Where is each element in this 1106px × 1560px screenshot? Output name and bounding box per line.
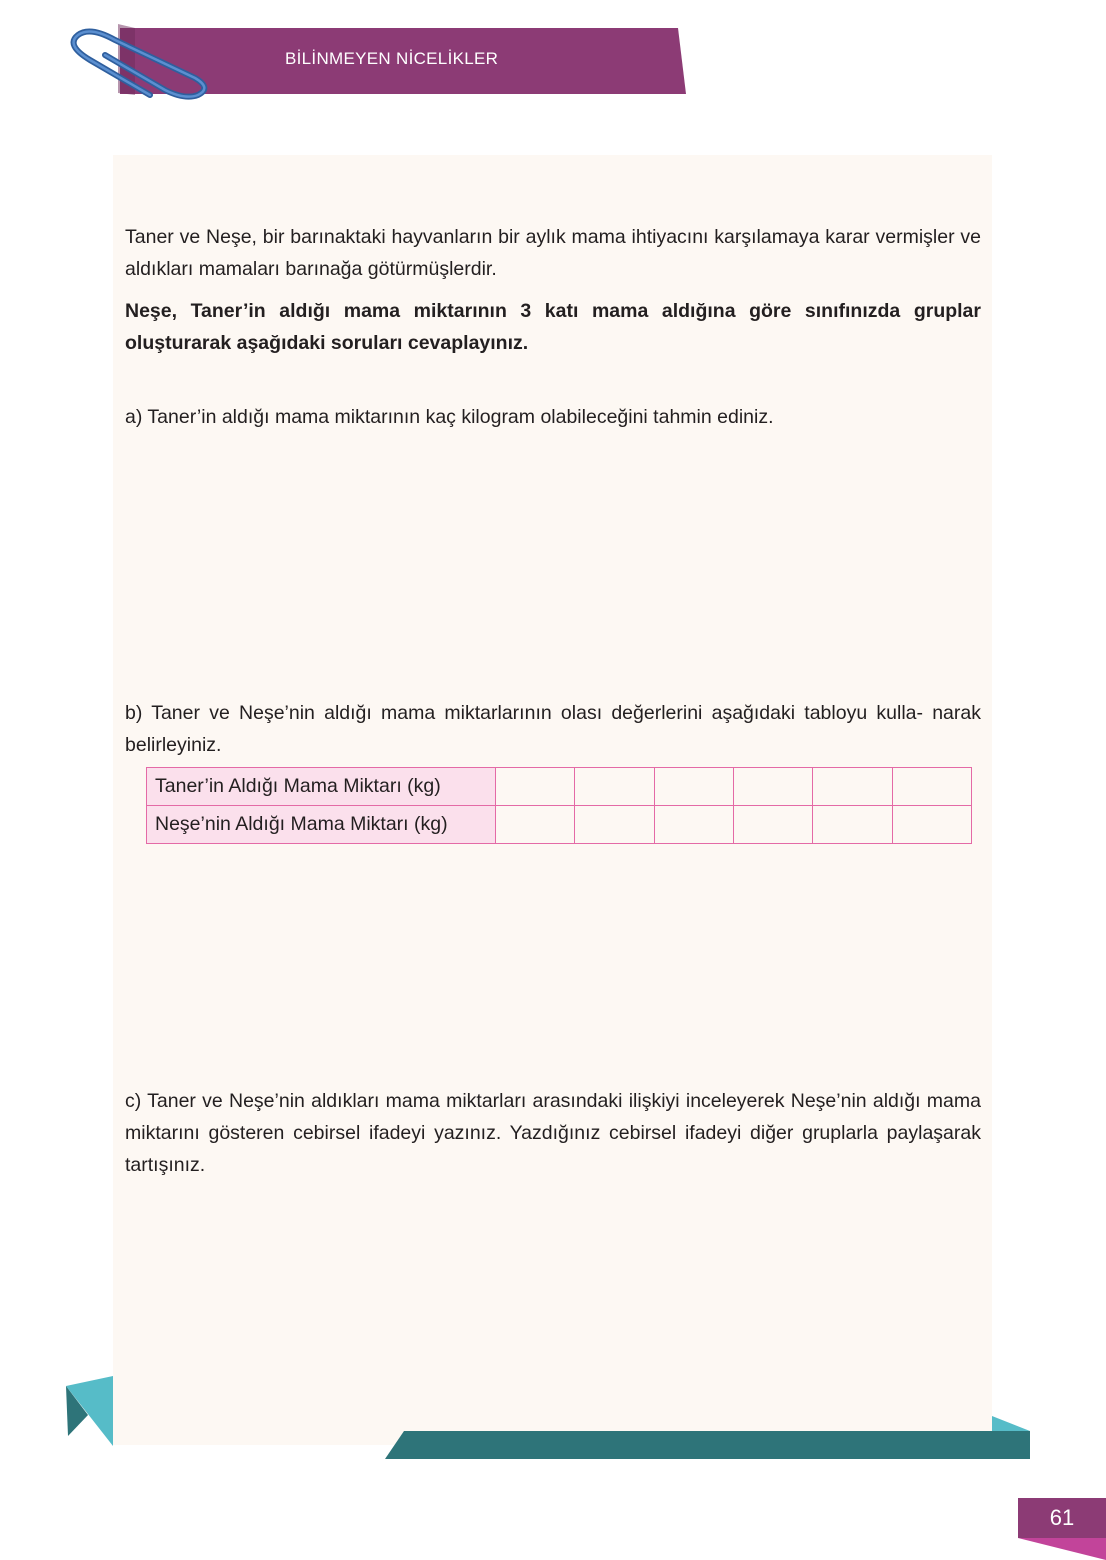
table-row	[147, 806, 972, 844]
answer-cell[interactable]	[892, 768, 971, 806]
question-a: a) Taner’in aldığı mama miktarının kaç kilogram olabileceğini tahmin ediniz.	[125, 406, 774, 428]
question-c: c) Taner ve Neşe’nin aldıkları mama miktarları arasındaki ilişkiyi inceleyerek Neşe’nin aldığı mama miktarını gösteren cebirsel ifadeyi yazınız. Yazdığınız cebirsel ifadeyi diğer gruplarla paylaşarak tartışınız.	[125, 1090, 981, 1176]
answer-cell[interactable]	[575, 806, 654, 844]
mama-table	[146, 767, 972, 844]
header-title: BİLİNMEYEN NİCELİKLER	[285, 49, 499, 68]
answer-cell[interactable]	[813, 806, 892, 844]
page-number: 61	[1018, 1498, 1106, 1538]
answer-cell[interactable]	[496, 806, 575, 844]
answer-cell[interactable]	[813, 768, 892, 806]
table-row-label: Neşe’nin Aldığı Mama Miktarı (kg)	[147, 806, 496, 844]
page-number-tab-decoration	[1018, 1538, 1106, 1560]
answer-cell[interactable]	[575, 768, 654, 806]
answer-cell[interactable]	[654, 768, 733, 806]
question-b: b) Taner ve Neşe’nin aldığı mama miktarlarının olası değerlerini aşağıdaki tabloyu kulla- narak belirleyiniz.	[125, 702, 981, 756]
intro-paragraph: Taner ve Neşe, bir barınaktaki hayvanların bir aylık mama ihtiyacını karşılamaya karar vermişler ve aldıkları mamaları barınağa götürmüşlerdir.	[125, 226, 981, 280]
answer-cell[interactable]	[496, 768, 575, 806]
table-row-label: Taner’in Aldığı Mama Miktarı (kg)	[147, 768, 496, 806]
answer-cell[interactable]	[892, 806, 971, 844]
instruction-paragraph: Neşe, Taner’in aldığı mama miktarının 3 katı mama aldığına göre sınıfınızda gruplar oluşturarak aşağıdaki soruları cevaplayınız.	[125, 300, 981, 354]
answer-cell[interactable]	[733, 806, 812, 844]
answer-cell[interactable]	[654, 806, 733, 844]
bottom-ribbon	[380, 1412, 1035, 1462]
answer-cell[interactable]	[733, 768, 812, 806]
corner-ribbon-left	[60, 1370, 120, 1450]
table-row	[147, 768, 972, 806]
